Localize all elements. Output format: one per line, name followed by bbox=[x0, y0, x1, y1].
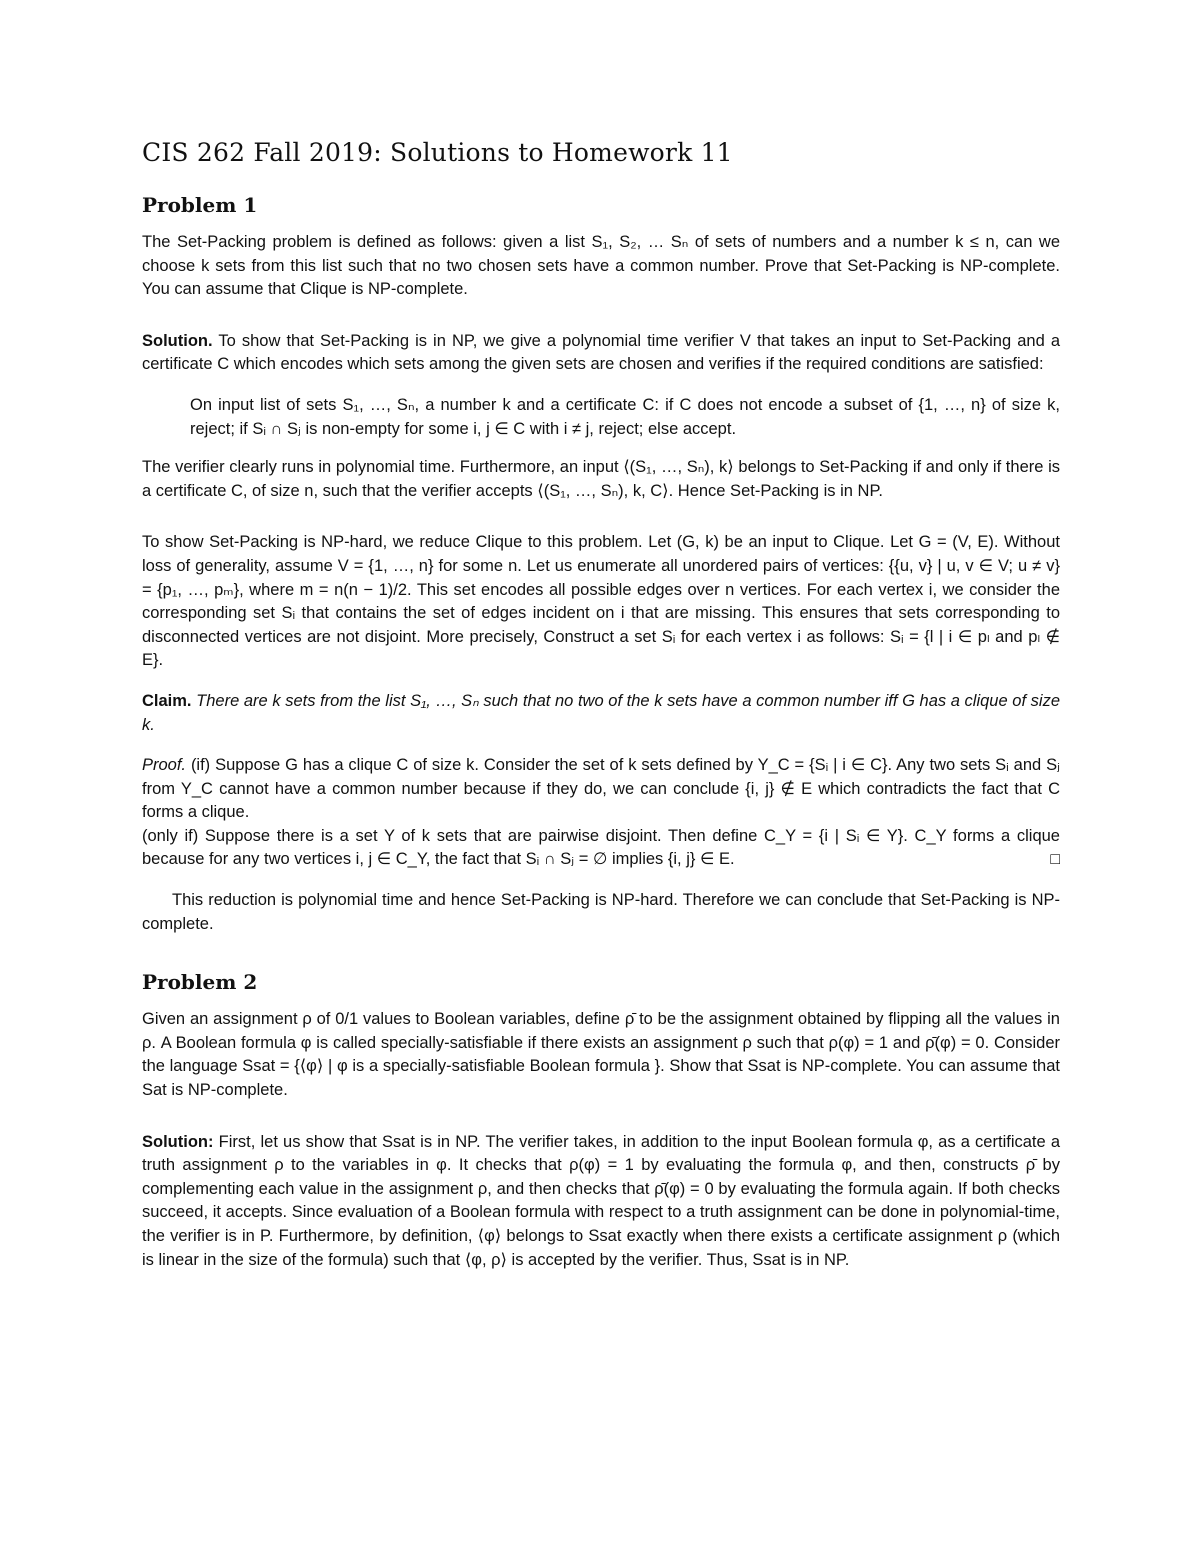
np-hardness-reduction: To show Set-Packing is NP-hard, we reduce Clique to this problem. Let (G, k) be an input to Clique. Let G = (V, E). Without loss of generality, assume V = {1, …, n} for some n. Let us enumerate all unordered pairs of vertices: {{u, v} | u, v ∈ V; u ≠ v} = {p₁, …, pₘ}, where m = n(n − 1)/2. This set encodes all possible edges over n vertices. For each vertex i, we consider the corresponding set Sᵢ that contains the set of edges incident on i that are missing. This ensures that sets corresponding to disconnected vertices are not disjoint. More precisely, Construct a set Sᵢ for each vertex i as follows: Sᵢ = {l | i ∈ pₗ and pₗ ∉ E}. bbox=[142, 533, 1060, 670]
verifier-definition: On input list of sets S₁, …, Sₙ, a number k and a certificate C: if C does not encode a subset of {1, …, n} of size k, reject; if Sᵢ ∩ Sⱼ is non-empty for some i, j ∈ C with i ≠ j, reject; else accept. bbox=[190, 395, 1060, 438]
solution-text: To show that Set-Packing is in NP, we give a polynomial time verifier V that takes an input to Set-Packing and a certificate C which encodes which sets among the given sets are chosen and verifies if the required conditions are satisfied: bbox=[142, 331, 1060, 374]
problem-1-conclusion: This reduction is polynomial time and hence Set-Packing is NP-hard. Therefore we can conclude that Set-Packing is NP-complete. bbox=[142, 891, 1060, 933]
proof-label: Proof. bbox=[142, 756, 187, 775]
proof-only-if-text: (only if) Suppose there is a set Y of k sets that are pairwise disjoint. Then define C_Y = {i | Sᵢ ∈ Y}. C_Y forms a clique because for any two vertices i, j ∈ C_Y, the fact that Sᵢ ∩ Sⱼ = ∅ implies {i, j} ∈ E. bbox=[142, 826, 1060, 869]
solution-2-text: First, let us show that Ssat is in NP. The verifier takes, in addition to the input Boolean formula φ, as a certificate a truth assignment ρ to the variables in φ. It checks that ρ(φ) = 1 by evaluating the formula φ, and then, constructs ρ̄ by complementing each value in the assignment ρ, and then checks that ρ̄(φ) = 0 by evaluating the formula again. If both checks succeed, it accepts. Since evaluation of a Boolean formula with respect to a truth assignment can be done in polynomial-time, the verifier is in P. Furthermore, by definition, ⟨φ⟩ belongs to Ssat exactly when there exists a certificate assignment ρ (which is linear in the size of the formula) such that ⟨φ, ρ⟩ is accepted by the verifier. Thus, Ssat is in NP. bbox=[142, 1132, 1060, 1269]
problem-2-heading: Problem 2 bbox=[142, 970, 258, 995]
verifier-runtime: The verifier clearly runs in polynomial time. Furthermore, an input ⟨(S₁, …, Sₙ), k⟩ belongs to Set-Packing if and only if there is a certificate C, of size n, such that the verifier accepts ⟨(S₁, …, Sₙ), k, C⟩. Hence Set-Packing is in NP. bbox=[142, 458, 1060, 500]
qed-symbol: □ bbox=[1050, 851, 1060, 869]
problem-1-heading: Problem 1 bbox=[142, 193, 258, 217]
document-page bbox=[142, 138, 1060, 1272]
proof-if-text: (if) Suppose G has a clique C of size k. Consider the set of k sets defined by Y_C = {Sᵢ | i ∈ C}. Any two sets Sᵢ and Sⱼ from Y_C cannot have a common number because if they do, we can conclude {i, j} ∉ E which contradicts the fact that C forms a clique. bbox=[142, 756, 1060, 822]
claim-label: Claim. bbox=[142, 691, 192, 710]
document-title: CIS 262 Fall 2019: Solutions to Homework 11 bbox=[142, 138, 733, 167]
proof-if bbox=[142, 754, 1060, 825]
problem-2-solution bbox=[142, 1131, 1060, 1273]
claim-text: There are k sets from the list S₁, …, Sₙ such that no two of the k sets have a common number iff G has a clique of size k. bbox=[142, 691, 1060, 734]
problem-1-solution bbox=[142, 330, 1060, 377]
problem-2-statement: Given an assignment ρ of 0/1 values to Boolean variables, define ρ̄ to be the assignment obtained by flipping all the values in ρ. A Boolean formula φ is called specially-satisfiable if there exists an assignment ρ such that ρ(φ) = 1 and ρ̄(φ) = 0. Consider the language Ssat = {⟨φ⟩ | φ is a specially-satisfiable Boolean formula }. Show that Ssat is NP-complete. You can assume that Sat is NP-complete. bbox=[142, 1010, 1060, 1100]
solution-label: Solution. bbox=[142, 331, 213, 350]
claim bbox=[142, 690, 1060, 737]
solution-2-label: Solution: bbox=[142, 1132, 214, 1151]
proof-only-if bbox=[142, 825, 1060, 872]
problem-1-statement: The Set-Packing problem is defined as follows: given a list S₁, S₂, … Sₙ of sets of numbers and a number k ≤ n, can we choose k sets from this list such that no two chosen sets have a common number. Prove that Set-Packing is NP-complete. You can assume that Clique is NP-complete. bbox=[142, 233, 1060, 299]
